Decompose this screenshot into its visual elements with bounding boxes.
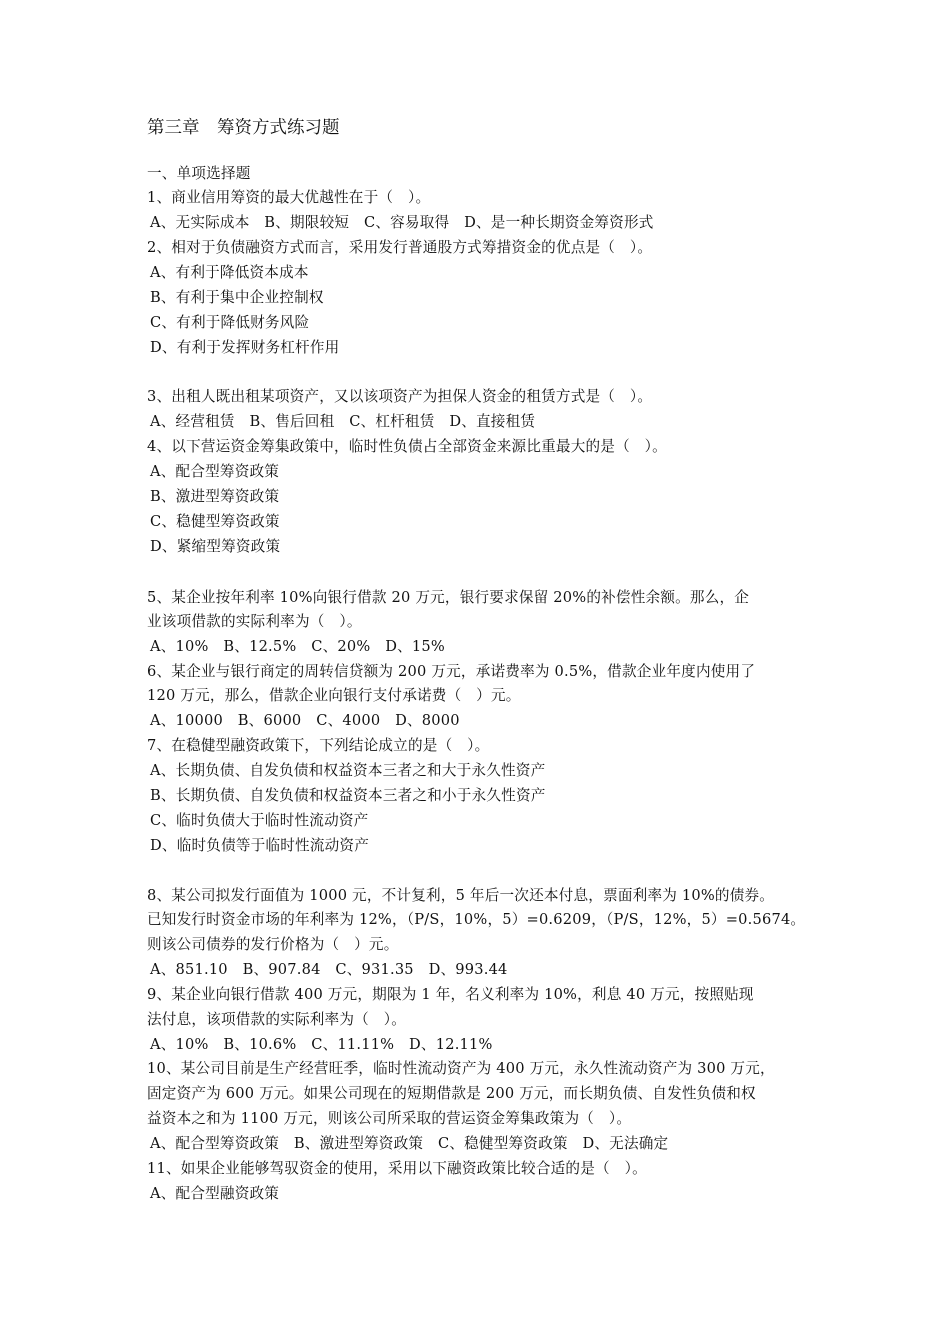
question-4: 4、以下营运资金筹集政策中，临时性负债占全部资金来源比重最大的是（ ）。 [147,438,667,455]
question-8-line1: 8、某公司拟发行面值为 1000 元，不计复利，5 年后一次还本付息，票面利率为 10%的债券。 [147,887,775,904]
page-title: 第三章 筹资方式练习题 [147,118,340,138]
question-6-line2: 120 万元，那么，借款企业向银行支付承诺费（ ）元。 [147,687,521,704]
options-3: A、经营租赁 B、售后回租 C、杠杆租赁 D、直接租赁 [150,413,536,430]
option-7d: D、临时负债等于临时性流动资产 [150,837,370,854]
question-5-line1: 5、某企业按年利率 10%向银行借款 20 万元，银行要求保留 20%的补偿性余额。那么，企 [147,589,750,606]
section-heading: 一、单项选择题 [147,165,251,182]
question-6-line1: 6、某企业与银行商定的周转信贷额为 200 万元，承诺费率为 0.5%，借款企业年度内使用了 [147,663,756,680]
question-10-line2: 固定资产为 600 万元。如果公司现在的短期借款是 200 万元，而长期负债、自发性负债和权 [147,1085,756,1102]
options-5: A、10% B、12.5% C、20% D、15% [150,638,445,655]
question-11: 11、如果企业能够驾驭资金的使用，采用以下融资政策比较合适的是（ ）。 [147,1160,647,1177]
question-8-line2: 已知发行时资金市场的年利率为 12%，（P/S，10%，5）=0.6209，（P/S，12%，5）=0.5674。 [147,911,806,928]
options-1: A、无实际成本 B、期限较短 C、容易取得 D、是一种长期资金筹资形式 [150,214,654,231]
option-4b: B、激进型筹资政策 [150,488,280,505]
question-9-line2: 法付息，该项借款的实际利率为（ ）。 [147,1011,406,1028]
question-7: 7、在稳健型融资政策下，下列结论成立的是（ ）。 [147,737,490,754]
question-10-line1: 10、某公司目前是生产经营旺季，临时性流动资产为 400 万元，永久性流动资产为 300 万元， [147,1060,775,1077]
options-8: A、851.10 B、907.84 C、931.35 D、993.44 [150,961,508,978]
option-2b: B、有利于集中企业控制权 [150,289,324,306]
question-5-line2: 业该项借款的实际利率为（ ）。 [147,613,362,630]
options-9: A、10% B、10.6% C、11.11% D、12.11% [150,1036,493,1053]
question-3: 3、出租人既出租某项资产，又以该项资产为担保人资金的租赁方式是（ ）。 [147,388,653,405]
question-8-line3: 则该公司债券的发行价格为（ ）元。 [147,936,399,953]
question-2: 2、相对于负债融资方式而言，采用发行普通股方式筹措资金的优点是（ ）。 [147,239,653,256]
option-11a: A、配合型融资政策 [150,1185,280,1202]
option-2d: D、有利于发挥财务杠杆作用 [150,339,340,356]
options-6: A、10000 B、6000 C、4000 D、8000 [150,712,460,729]
question-1: 1、商业信用筹资的最大优越性在于（ ）。 [147,189,431,206]
option-2a: A、有利于降低资本成本 [150,264,309,281]
question-10-line3: 益资本之和为 1100 万元，则该公司所采取的营运资金筹集政策为（ ）。 [147,1110,632,1127]
option-7b: B、长期负债、自发负债和权益资本三者之和小于永久性资产 [150,787,546,804]
option-4a: A、配合型筹资政策 [150,463,280,480]
option-4d: D、紧缩型筹资政策 [150,538,281,555]
question-9-line1: 9、某企业向银行借款 400 万元，期限为 1 年，名义利率为 10%，利息 40 万元，按照贴现 [147,986,754,1003]
option-4c: C、稳健型筹资政策 [150,513,280,530]
option-7c: C、临时负债大于临时性流动资产 [150,812,369,829]
options-10: A、配合型筹资政策 B、激进型筹资政策 C、稳健型筹资政策 D、无法确定 [150,1135,669,1152]
option-2c: C、有利于降低财务风险 [150,314,310,331]
option-7a: A、长期负债、自发负债和权益资本三者之和大于永久性资产 [150,762,546,779]
